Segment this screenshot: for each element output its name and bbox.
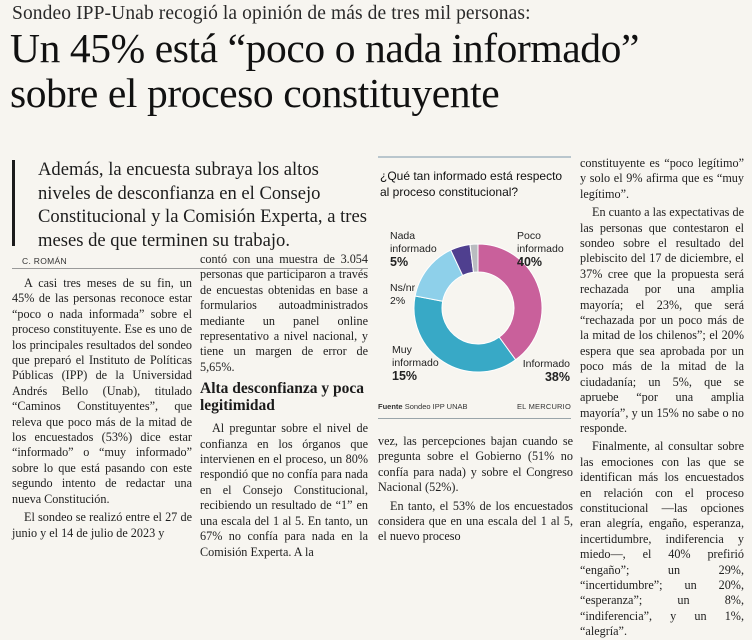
lead-paragraph: Además, la encuesta subraya los altos niveles de desconfianza en el Consejo Constitucional y la Comisión Experta, a tres meses de que terminen su trabajo. (38, 159, 367, 251)
chart-bottom-rule (378, 418, 571, 419)
chart-title: ¿Qué tan informado está respecto al proceso constitucional? (380, 169, 563, 199)
category-label: Muy informado (392, 344, 439, 369)
body-paragraph: A casi tres meses de su fin, un 45% de las personas reconoce estar “poco o nada informada” sobre el proceso constituyente. Ese es uno de los principales resultados del sondeo que preparó el Instituto de Políticas Públicas (IPP) de la Universidad Andrés Bello (Unab), titulado “Caminos Constituyentes”, que releva que poco más de la mitad de los encuestados (53%) dice estar “informado” o “muy informado” sobre lo que está pasando con este segundo intento de redactar una nueva Constitución. (12, 276, 192, 506)
source-label: Fuente (378, 402, 403, 411)
label-informado (518, 358, 570, 385)
chart-top-rule (378, 156, 571, 158)
body-paragraph: constituyente es “poco legítimo” y solo el 9% afirma que es “muy legítimo”. (580, 156, 744, 201)
label-nada-informado (390, 230, 440, 270)
body-paragraph: contó con una muestra de 3.054 personas que participaron a través de encuestas obtenidas en base a formularios autoadministrados mediante un panel online representativo a nivel nacional, y tiene un margen de error de 5,65%. (200, 252, 368, 374)
chart-source (378, 402, 571, 411)
category-label: Ns/nr (390, 282, 416, 294)
lead-bar (12, 160, 15, 246)
headline-line-2: sobre el proceso constituyente (10, 70, 500, 116)
kicker: Sondeo IPP-Unab recogió la opinión de más de tres mil personas: (12, 3, 531, 24)
value-label: 38% (544, 370, 570, 384)
chart-box (378, 156, 571, 418)
body-column-2 (200, 252, 368, 560)
category-label: Informado (522, 358, 570, 370)
body-paragraph: El sondeo se realizó entre el 27 de junio y el 14 de julio de 2023 y (12, 510, 192, 540)
body-paragraph: Al preguntar sobre el nivel de confianza en los órganos que intervienen en el proceso, un 80% respondió que no confía para nada en el Consejo Constitucional, recibiendo un resultado de “1” en una escala del 1 al 5. En tanto, un 67% no confía para nada en la Comisión Experta. A la (200, 421, 368, 559)
headline (10, 26, 745, 116)
label-poco-informado (517, 230, 569, 270)
category-label: Poco informado (517, 230, 564, 255)
body-paragraph: vez, las percepciones bajan cuando se pregunta sobre el Gobierno (51% no confía para nada) y sobre el Congreso Nacional (52%). (378, 434, 573, 495)
byline: C. ROMÁN (22, 256, 67, 266)
value-label: 40% (517, 255, 543, 269)
value-label: 2% (390, 295, 406, 307)
label-muy-informado (392, 344, 440, 384)
body-column-3 (580, 156, 744, 640)
body-column-1 (12, 276, 192, 541)
label-ns-nr (390, 282, 415, 308)
value-label: 15% (392, 369, 418, 383)
headline-line-1: Un 45% está “poco o nada informado” (10, 25, 640, 71)
category-label: Nada informado (390, 230, 437, 255)
subheading: Alta desconfianza y poca legitimidad (200, 380, 365, 415)
body-column-4 (378, 434, 573, 545)
body-paragraph: Finalmente, al consultar sobre las emociones con las que se identifican más los encuestados en relación con el proceso constitucional —las opciones eran alegría, engaño, esperanza, incertidumbre, indiferencia y miedo—, el 40% prefirió “engaño”; un 29%, “incertidumbre”; un 20%, “esperanza”; un 8%, “indiferencia”, y un 1%, “alegría”. (580, 439, 744, 639)
body-paragraph: En tanto, el 53% de los encuestados considera que en una escala del 1 al 5, el nuevo proceso (378, 498, 573, 544)
value-label: 5% (390, 255, 409, 269)
source-text: Sondeo IPP UNAB (404, 402, 468, 411)
credit: EL MERCURIO (516, 402, 571, 411)
body-paragraph: En cuanto a las expectativas de las personas que contestaron el sondeo sobre el resultado del plebiscito del 17 de diciembre, el 37% cree que la propuesta será rechazada por una amplia mayoría; el 23%, que será “rechazada por un poco más de la mitad de los chilenos”; el 20% espera que sea aprobada por un poco más de la mitad de la ciudadanía; un 5%, que se apruebe “por una amplia mayoría”, y un 15% no sabe o no responde. (580, 205, 744, 435)
